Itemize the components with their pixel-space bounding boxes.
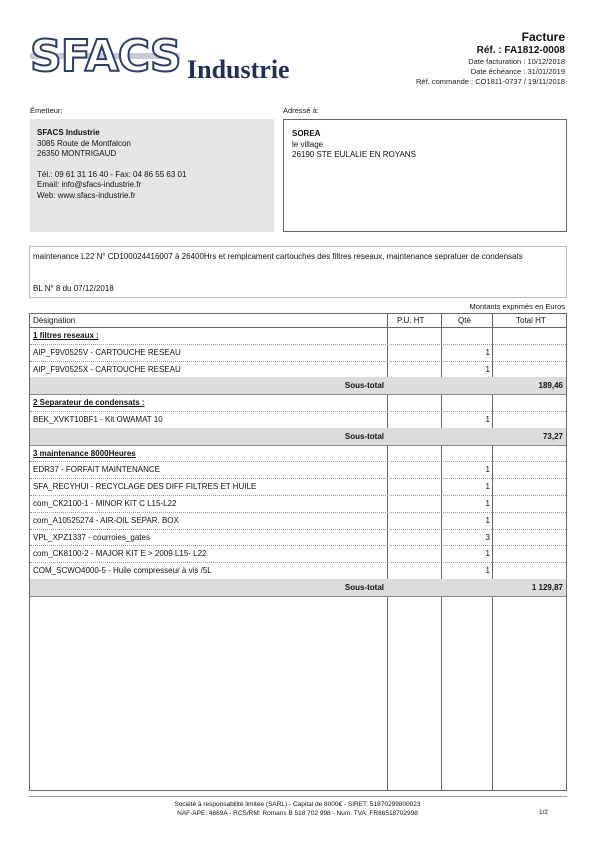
recipient-block [283, 119, 567, 232]
invoice-header [416, 30, 565, 87]
section-row [30, 394, 566, 412]
table-row [30, 478, 566, 496]
item-designation: BEK_XVKT10BF1 - Kit OWAMAT 10 [33, 415, 163, 424]
table-row [30, 411, 566, 429]
emitter-block [30, 119, 274, 232]
description-block [29, 246, 567, 298]
company-logo [30, 33, 320, 88]
subtotal-row [30, 579, 566, 597]
subtotal-amount: 73,27 [542, 431, 563, 441]
subtotal-amount: 1 129,87 [531, 583, 563, 592]
invoice-reference: Réf. : FA1812-0008 [476, 45, 565, 56]
emitter-name: SFACS Industrie [37, 128, 100, 137]
order-reference: Réf. commande : CO1811-0737 / 19/11/2018 [416, 77, 565, 86]
item-designation: SFA_RECYHUI - RECYCLAGE DES DIFF FILTRES ET HUILE [33, 482, 257, 492]
description-text: maintenance L22 N° CD100024416007 à 26400Hrs et remplcament cartouches des filtres reseaux, maintenance sepratuer de condensats [33, 252, 523, 261]
item-designation: EDR37 - FORFAIT MAINTENANCE [33, 465, 160, 475]
item-quantity: 1 [485, 364, 490, 374]
item-designation: com_CK2100-1 - MINOR KIT C L15-L22 [33, 499, 177, 508]
emitter-label: Émetteur: [30, 106, 63, 115]
due-date: Date échéance : 31/01/2019 [470, 67, 565, 76]
subtotal-label: Sous-total [344, 381, 384, 391]
item-quantity: 1 [485, 566, 490, 576]
table-row [30, 361, 566, 379]
item-quantity: 1 [485, 482, 490, 492]
item-designation: AIP_F9V0525X - CARTOUCHE RESEAU [33, 364, 181, 374]
item-quantity: 1 [485, 465, 490, 475]
recipient-address-line1: le village [292, 139, 324, 149]
logo-text-industrie: Industrie [187, 55, 290, 84]
table-row [30, 512, 566, 530]
invoice-table [29, 313, 567, 791]
section-title: 1 filtres reseaux : [33, 331, 99, 340]
item-quantity: 1 [485, 549, 490, 559]
recipient-address-line2: 26190 STE EULALIE EN ROYANS [292, 150, 416, 159]
currency-note: Montants exprimés en Euros [469, 302, 565, 311]
subtotal-row [30, 377, 566, 395]
recipient-name: SOREA [292, 129, 321, 138]
table-row [30, 495, 566, 513]
item-designation: com_A10525274 - AIR-OIL SEPAR. BOX [33, 515, 179, 525]
footer-legal-line1: Société à responsabilité limitée (SARL) - Capital de 8000€ - SIRET: 51870299800023 [174, 801, 421, 808]
item-quantity: 3 [485, 532, 490, 542]
item-designation: COM_SCWO4000-5 - Huile compresseur à vis /5L [33, 566, 212, 576]
section-title: 2 Separateur de condensats : [33, 398, 145, 408]
header-designation: Désignation [33, 316, 76, 325]
footer-legal-line2: NAF-APE: 4669A - RCS/RM: Romans B 518 702 998 - Num. TVA: FR86518702998 [177, 810, 418, 817]
section-row [30, 445, 566, 463]
item-quantity: 1 [485, 347, 490, 357]
table-header [30, 314, 566, 328]
delivery-note: BL N° 8 du 07/12/2018 [33, 284, 114, 293]
recipient-label: Adressé à: [283, 106, 319, 115]
logo-text-sfacs: SFACS [30, 31, 181, 82]
table-row [30, 529, 566, 547]
footer-divider [29, 796, 567, 797]
header-total: Total HT [516, 316, 546, 325]
footer [0, 800, 595, 818]
subtotal-label: Sous-total [344, 583, 384, 592]
item-designation: VPL_XPZ1337 - courroies_gates [33, 532, 150, 542]
table-row [30, 461, 566, 479]
table-row [30, 545, 566, 563]
subtotal-amount: 189,46 [538, 381, 563, 391]
page-number: 1/2 [538, 809, 548, 816]
item-quantity: 1 [485, 415, 490, 424]
emitter-address-line1: 3085 Route de Montfalcon [37, 138, 131, 148]
table-row [30, 562, 566, 580]
item-designation: com_CK8100-2 - MAJOR KIT E > 2009 L15- L22 [33, 549, 207, 559]
emitter-address-line2: 26350 MONTRIGAUD [37, 149, 117, 158]
section-title: 3 maintenance 8000Heures [33, 448, 136, 458]
emitter-email: Email: info@sfacs-industrie.fr [37, 180, 142, 189]
item-quantity: 1 [485, 499, 490, 508]
item-designation: AIP_F9V0525V - CARTOUCHE RESEAU [33, 347, 181, 357]
header-unit-price: P.U. HT [397, 316, 425, 325]
section-row [30, 327, 566, 345]
subtotal-row [30, 428, 566, 446]
item-quantity: 1 [485, 515, 490, 525]
emitter-phone: Tél.: 09 61 31 16 40 - Fax: 04 86 55 63 01 [37, 169, 187, 179]
document-title: Facture [521, 30, 565, 44]
table-row [30, 344, 566, 362]
emitter-web: Web: www.sfacs-industrie.fr [37, 190, 136, 200]
billing-date: Date facturation : 10/12/2018 [468, 57, 565, 66]
header-quantity: Qté [458, 316, 471, 325]
subtotal-label: Sous-total [344, 431, 384, 441]
